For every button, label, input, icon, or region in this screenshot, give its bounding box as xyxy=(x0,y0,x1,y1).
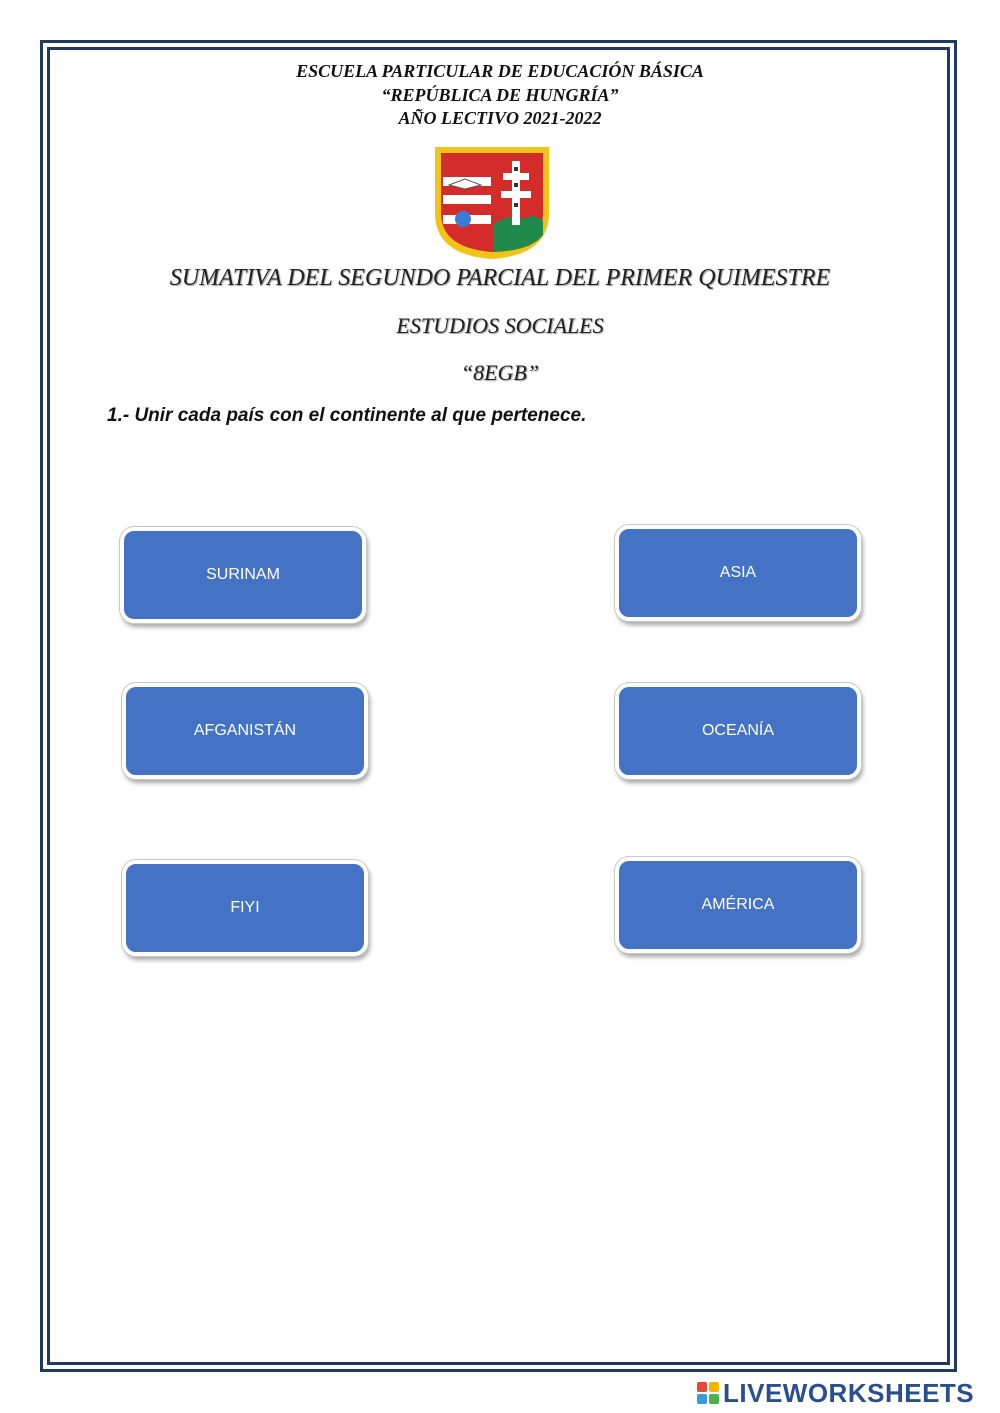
continent-label: OCEANÍA xyxy=(701,722,774,739)
continent-label: AMÉRICA xyxy=(701,896,775,913)
country-box-afganistan[interactable] xyxy=(122,683,368,779)
continent-box-oceania[interactable] xyxy=(615,683,861,779)
country-box-fiyi[interactable] xyxy=(122,860,368,956)
school-year: AÑO LECTIVO 2021-2022 xyxy=(398,108,602,128)
liveworksheets-logo-icon xyxy=(697,1382,719,1404)
course-title: “8EGB” xyxy=(460,360,540,385)
school-name: ESCUELA PARTICULAR DE EDUCACIÓN BÁSICA xyxy=(296,61,704,81)
continent-box-america[interactable] xyxy=(615,857,861,953)
country-label: AFGANISTÁN xyxy=(193,722,297,739)
school-motto: “REPÚBLICA DE HUNGRÍA” xyxy=(381,85,619,105)
question-instruction: 1.- Unir cada país con el continente al que pertenece. xyxy=(107,405,587,426)
liveworksheets-brand xyxy=(697,1378,974,1408)
brand-name: LIVEWORKSHEETS xyxy=(723,1377,975,1408)
subject-title: ESTUDIOS SOCIALES xyxy=(396,313,604,338)
country-label: FIYI xyxy=(230,899,260,916)
country-box-surinam[interactable] xyxy=(120,527,366,623)
school-crest-icon xyxy=(431,143,553,261)
continent-box-asia[interactable] xyxy=(615,525,861,621)
country-label: SURINAM xyxy=(206,566,280,583)
continent-label: ASIA xyxy=(719,564,757,581)
exam-title: SUMATIVA DEL SEGUNDO PARCIAL DEL PRIMER QUIMESTRE xyxy=(169,265,831,291)
